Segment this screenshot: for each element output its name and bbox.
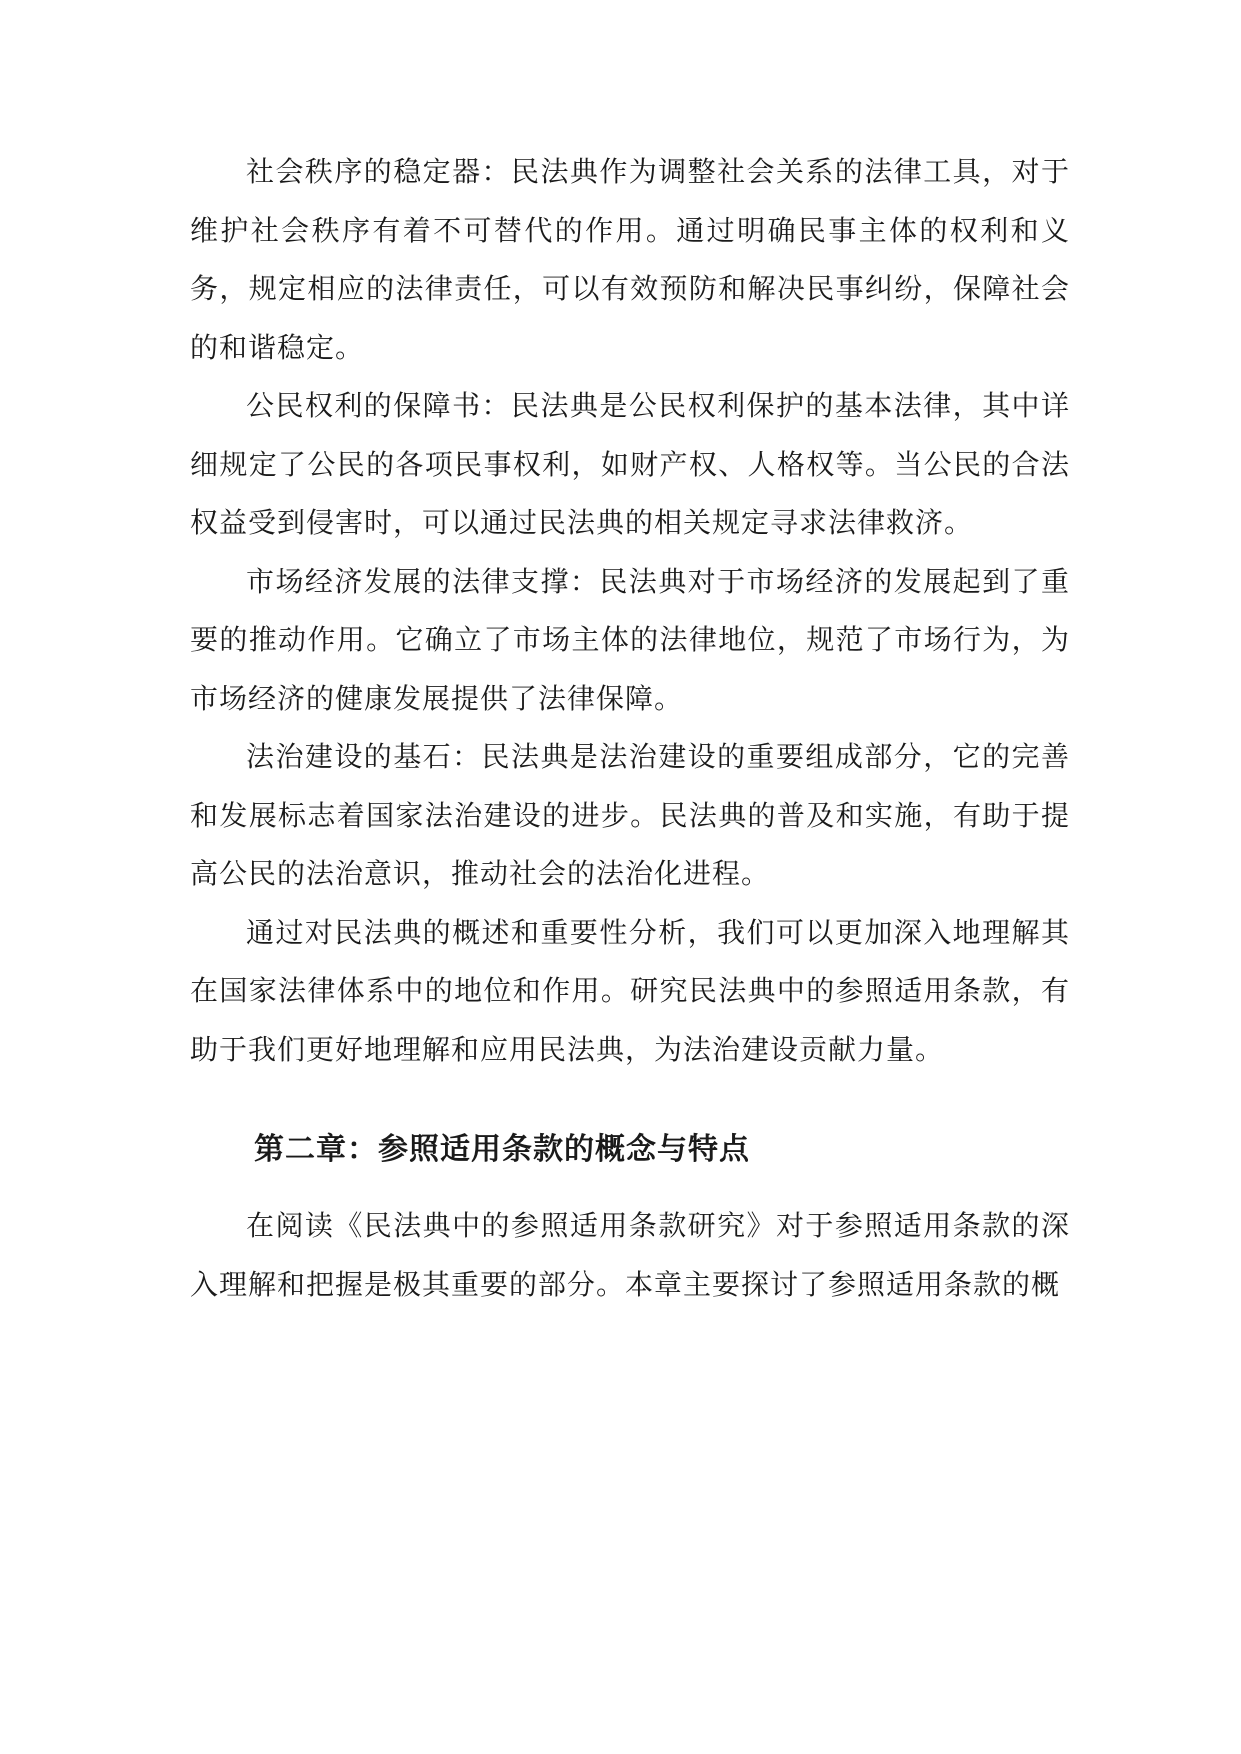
paragraph-summary: 通过对民法典的概述和重要性分析，我们可以更加深入地理解其在国家法律体系中的地位和作用。研究民法典中的参照适用条款，有助于我们更好地理解和应用民法典，为法治建设贡献力量。 [190, 915, 1070, 1066]
chapter-heading: 第二章：参照适用条款的概念与特点 [254, 1132, 750, 1167]
paragraph-market-economy: 市场经济发展的法律支撑：民法典对于市场经济的发展起到了重要的推动作用。它确立了市场主体的法律地位，规范了市场行为，为市场经济的健康发展提供了法律保障。 [190, 564, 1070, 715]
paragraph-citizen-rights: 公民权利的保障书：民法典是公民权利保护的基本法律，其中详细规定了公民的各项民事权利，如财产权、人格权等。当公民的合法权益受到侵害时，可以通过民法典的相关规定寻求法律救济。 [190, 389, 1070, 539]
document-body [190, 143, 1070, 1314]
paragraph-chapter-intro: 在阅读《民法典中的参照适用条款研究》对于参照适用条款的深入理解和把握是极其重要的部分。本章主要探讨了参照适用条款的概 [190, 1209, 1070, 1301]
paragraph-social-order: 社会秩序的稳定器：民法典作为调整社会关系的法律工具，对于维护社会秩序有着不可替代的作用。通过明确民事主体的权利和义务，规定相应的法律责任，可以有效预防和解决民事纠纷，保障社会的和谐稳定。 [190, 155, 1070, 364]
paragraph-rule-of-law: 法治建设的基石：民法典是法治建设的重要组成部分，它的完善和发展标志着国家法治建设的进步。民法典的普及和实施，有助于提高公民的法治意识，推动社会的法治化进程。 [190, 740, 1070, 890]
